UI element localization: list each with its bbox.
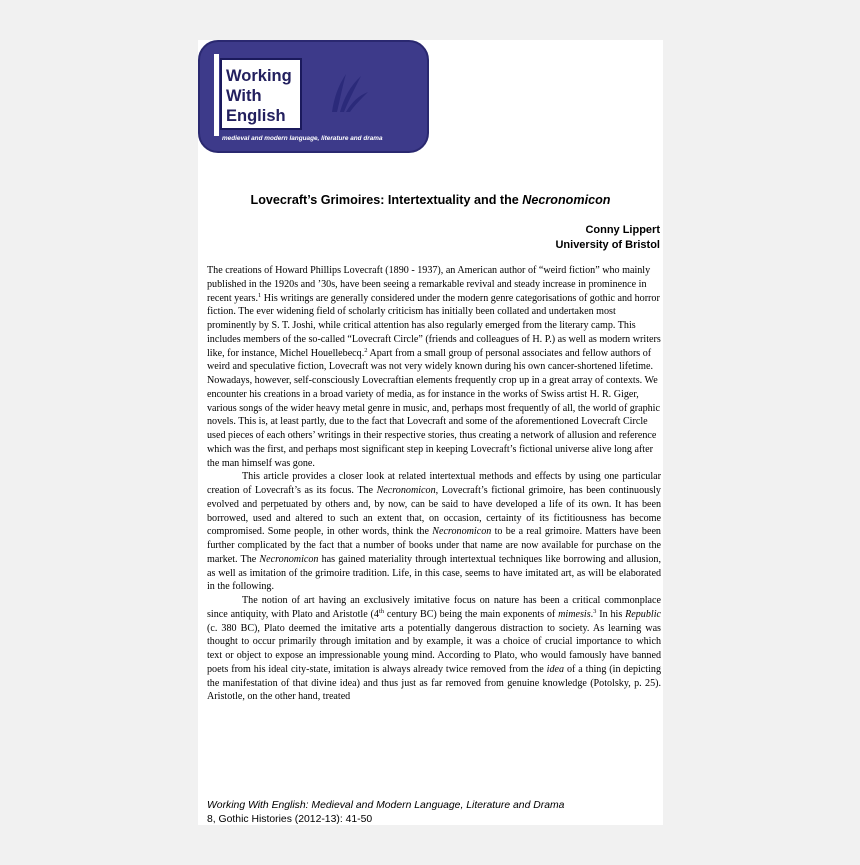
author-block: [555, 223, 660, 252]
p2-text-b: , Lovecraft’s fictional grimoire, has been continuously evolved and perpetuated by others and, by now, can be said to have developed a life of its own. It has been borrowed, used and altered to such an extent that, on occasion, certainty of its fictitiousness has become compromised. Some people, in other words, think the: [207, 485, 661, 538]
logo-word-with: With: [226, 87, 262, 105]
paragraph-1: [207, 264, 661, 470]
paragraph-2: [207, 470, 661, 594]
quill-leaves-icon: [328, 68, 370, 114]
author-name: Conny Lippert: [585, 224, 660, 236]
p3-text-c: .: [590, 608, 594, 620]
footnote-ref-2[interactable]: 2: [364, 346, 368, 354]
p1-text-b: His writings are generally considered under the modern genre categorisations of gothic and horror fiction. The ever widening field of scholarly criticism has initially been collated and undertaken most prominently by S. T. Joshi, while critical attention has also regularly emerged from the literary camp. This includes members of the so-called “Lovecraft Circle” (friends and colleagues of H. P.) as well as modern writers like, for instance, Michel Houellebecq.: [207, 292, 661, 359]
ordinal-superscript: th: [378, 607, 385, 615]
p2-text-d: has gained materiality through intertextual techniques like borrowing and allusion, as well as imitation of the grimoire tradition. Life, in this case, seems to have imitated art, as will be elaborated in the following.: [207, 553, 662, 593]
p1-text-c: Apart from a small group of personal associates and fellow authors of weird and speculative fiction, Lovecraft was not very widely known during his own cancer-shortened lifetime. Nowadays, however, self-consciously Lovecraftian elements frequently crop up in a great array of contexts. We encounter his creations in a broad variety of media, as for instance in the works of Swiss artist H. R. Giger, various songs of the wider heavy metal genre in music, and, perhaps most frequently of all, the world of graphic novels. This is, at least partly, due to the fact that Lovecraft and some of the aforementioned Lovecraft Circle used pieces of each others’ writings in their respective stories, thus creating a network of allusion and reference which was the first, and perhaps most significant step in keeping Lovecraft’s fictional universe alive long after the man himself was gone.: [207, 347, 660, 469]
page-footer: [207, 799, 564, 825]
p1-text-a: The creations of Howard Phillips Lovecraft (1890 - 1937), an American author of “weird fiction” who mainly published in the 1920s and ’30s, have been seeing a remarkable revival and steady increase in prominence in recent years.: [207, 265, 651, 304]
p2-italic-3: Necronomicon: [259, 553, 319, 565]
p2-italic-2: Necronomicon: [432, 526, 492, 538]
p3-text-f: of a thing (in depicting the manifestation of that divine idea) and thus just as far removed from genuine knowledge (Potolsky, p. 25). Aristotle, on the other hand, treated: [207, 663, 661, 703]
p3-text-a: The notion of art having an exclusively imitative focus on nature has been a critical commonplace since antiquity, with Plato and Aristotle (4: [207, 595, 661, 620]
footnote-ref-3[interactable]: 3: [593, 607, 597, 615]
title-italic: Necronomicon: [522, 193, 611, 207]
p3-italic-1: mimesis: [558, 608, 591, 620]
footer-issue: 8, Gothic Histories (2012-13): 41-50: [207, 813, 373, 825]
p2-text-a: This article provides a closer look at related intertextual methods and effects by using one particular creation of Lovecraft’s as its focus. The: [207, 471, 661, 496]
logo-tagline: medieval and modern language, literature and drama: [222, 135, 383, 142]
p3-italic-2: Republic: [625, 608, 661, 620]
footnote-ref-1[interactable]: 1: [258, 291, 262, 299]
p2-italic-1: Necronomicon: [376, 485, 436, 496]
p3-italic-3: idea: [546, 663, 565, 675]
logo-book-spine: [214, 54, 219, 136]
journal-logo: [198, 40, 429, 153]
p3-text-d: In his: [596, 608, 626, 620]
p3-text-e: (c. 380 BC), Plato deemed the imitative arts a potentially dangerous distraction to society. As learning was thought to occur primarily through imitation and by example, it was a choice of crucial importance to which text or object to expose an impressionable young mind. According to Plato, who would famously have banned poets from his ideal city-state, imitation is always already twice removed from the: [207, 622, 661, 675]
logo-word-working: Working: [226, 67, 292, 85]
title-text: Lovecraft’s Grimoires: Intertextuality and the: [250, 193, 523, 207]
logo-title-box: [220, 58, 302, 130]
p2-text-c: to be a real grimoire. Matters have been further complicated by the fact that a number of books under that name are now available for purchase on the market. The: [207, 526, 661, 565]
article-title: [198, 193, 663, 207]
article-body: [207, 264, 661, 704]
paragraph-3: [207, 594, 661, 704]
document-page: [198, 40, 663, 825]
logo-word-english: English: [226, 107, 286, 125]
p3-text-b: century BC) being the main exponents of: [384, 608, 559, 620]
author-affiliation: University of Bristol: [555, 238, 660, 251]
footer-journal: Working With English: Medieval and Modern Language, Literature and Drama: [207, 800, 565, 811]
